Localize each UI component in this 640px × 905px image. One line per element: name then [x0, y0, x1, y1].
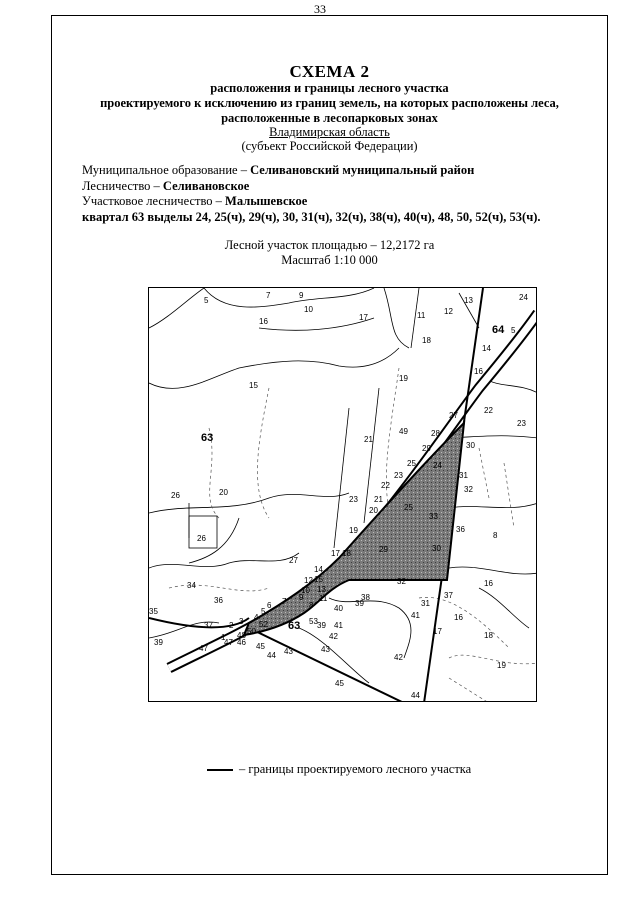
quarter-line: квартал 63 выделы 24, 25(ч), 29(ч), 30, 31(ч), 32(ч), 38(ч), 40(ч), 48, 50, 52(ч), 53(ч). — [82, 209, 541, 224]
svg-text:18: 18 — [422, 336, 431, 345]
svg-text:52: 52 — [259, 620, 268, 629]
svg-text:10: 10 — [304, 305, 313, 314]
svg-text:28: 28 — [431, 429, 440, 438]
legend-text: – границы проектируемого лесного участка — [239, 762, 472, 776]
scheme-subtitle — [51, 81, 608, 126]
forestry-label: Лесничество – — [82, 178, 163, 193]
svg-text:33: 33 — [429, 512, 438, 521]
svg-text:47: 47 — [224, 638, 233, 647]
svg-text:27: 27 — [449, 411, 458, 420]
svg-text:39: 39 — [355, 599, 364, 608]
svg-text:5: 5 — [511, 326, 516, 335]
svg-text:16: 16 — [474, 367, 483, 376]
svg-text:41: 41 — [411, 611, 420, 620]
forestry-line — [82, 179, 541, 195]
svg-text:39: 39 — [317, 621, 326, 630]
svg-text:19: 19 — [497, 661, 506, 670]
region-block — [51, 125, 608, 153]
dashed-boundaries — [169, 368, 537, 702]
svg-text:15: 15 — [249, 381, 258, 390]
svg-text:49: 49 — [399, 427, 408, 436]
svg-text:2: 2 — [229, 621, 234, 630]
svg-text:14: 14 — [482, 344, 491, 353]
svg-text:23: 23 — [349, 495, 358, 504]
svg-text:18: 18 — [484, 631, 493, 640]
district-line — [82, 194, 541, 210]
svg-text:3: 3 — [239, 617, 244, 626]
svg-text:44: 44 — [267, 651, 276, 660]
svg-text:32: 32 — [464, 485, 473, 494]
svg-text:17: 17 — [359, 313, 368, 322]
svg-text:9: 9 — [299, 593, 304, 602]
svg-text:19: 19 — [399, 374, 408, 383]
svg-text:43: 43 — [284, 647, 293, 656]
svg-text:19: 19 — [349, 526, 358, 535]
svg-text:41: 41 — [334, 621, 343, 630]
municipality-value: Селивановский муниципальный район — [250, 163, 475, 177]
svg-text:24: 24 — [433, 461, 442, 470]
svg-text:43: 43 — [321, 645, 330, 654]
svg-text:44: 44 — [411, 691, 420, 700]
svg-text:20: 20 — [369, 506, 378, 515]
svg-text:64: 64 — [492, 324, 505, 336]
svg-text:38: 38 — [361, 593, 370, 602]
region-name: Владимирская область — [269, 125, 390, 139]
svg-text:17: 17 — [331, 549, 340, 558]
svg-text:21: 21 — [374, 495, 383, 504]
svg-text:25: 25 — [407, 459, 416, 468]
district-label: Участковое лесничество – — [82, 194, 226, 208]
page-number: 33 — [314, 2, 326, 16]
subtitle-line: расположенные в лесопарковых зонах — [221, 111, 438, 125]
svg-text:40: 40 — [334, 604, 343, 613]
svg-text:16: 16 — [454, 613, 463, 622]
svg-text:14: 14 — [314, 565, 323, 574]
svg-text:12: 12 — [444, 307, 453, 316]
svg-text:31: 31 — [421, 599, 430, 608]
svg-text:50: 50 — [247, 627, 256, 636]
svg-text:17: 17 — [433, 627, 442, 636]
area-line: Лесной участок площадью – 12,2172 га — [224, 238, 435, 252]
svg-text:1: 1 — [221, 633, 226, 642]
municipality-label: Муниципальное образование – — [82, 163, 251, 177]
scheme-title: СХЕМА 2 — [289, 62, 370, 81]
svg-text:39: 39 — [154, 638, 163, 647]
svg-text:36: 36 — [456, 525, 465, 534]
svg-text:13: 13 — [317, 585, 326, 594]
svg-text:24: 24 — [519, 293, 528, 302]
svg-text:63: 63 — [201, 432, 214, 444]
svg-text:11: 11 — [417, 311, 426, 320]
svg-text:37: 37 — [204, 621, 213, 630]
svg-text:7: 7 — [282, 597, 287, 606]
building-outline — [189, 516, 217, 548]
subtitle-line: проектируемого к исключению из границ земель, на которых расположены леса, — [100, 96, 559, 110]
svg-text:47: 47 — [199, 644, 208, 653]
svg-text:13: 13 — [464, 296, 473, 305]
svg-text:34: 34 — [187, 581, 196, 590]
svg-text:23: 23 — [394, 471, 403, 480]
svg-text:26: 26 — [171, 491, 180, 500]
svg-text:22: 22 — [381, 481, 390, 490]
info-block — [82, 163, 541, 225]
svg-text:32: 32 — [397, 577, 406, 586]
svg-text:23: 23 — [517, 419, 526, 428]
svg-text:15: 15 — [314, 575, 323, 584]
svg-text:4: 4 — [254, 613, 259, 622]
svg-text:29: 29 — [422, 444, 431, 453]
svg-text:27: 27 — [289, 556, 298, 565]
svg-text:6: 6 — [267, 601, 272, 610]
scale-line: Масштаб 1:10 000 — [281, 253, 378, 267]
svg-text:9: 9 — [299, 291, 304, 300]
svg-text:36: 36 — [214, 596, 223, 605]
svg-text:11: 11 — [319, 594, 328, 603]
svg-text:37: 37 — [444, 591, 453, 600]
svg-text:20: 20 — [219, 488, 228, 497]
svg-text:42: 42 — [329, 632, 338, 641]
svg-text:21: 21 — [364, 435, 373, 444]
region-note: (субъект Российской Федерации) — [241, 139, 418, 153]
svg-text:53: 53 — [309, 617, 318, 626]
svg-text:48: 48 — [237, 631, 246, 640]
forestry-value: Селивановское — [162, 178, 250, 193]
svg-text:31: 31 — [459, 471, 468, 480]
svg-text:22: 22 — [484, 406, 493, 415]
svg-text:7: 7 — [266, 291, 271, 300]
map-svg — [149, 288, 537, 702]
svg-text:5: 5 — [204, 296, 209, 305]
svg-text:16: 16 — [484, 579, 493, 588]
svg-text:42: 42 — [394, 653, 403, 662]
forest-map — [148, 287, 537, 702]
svg-text:45: 45 — [335, 679, 344, 688]
svg-text:10: 10 — [301, 586, 310, 595]
area-block — [51, 238, 608, 268]
svg-text:8: 8 — [493, 531, 498, 540]
svg-text:18: 18 — [342, 549, 351, 558]
svg-text:29: 29 — [379, 545, 388, 554]
svg-text:25: 25 — [404, 503, 413, 512]
legend — [207, 762, 471, 777]
svg-text:16: 16 — [259, 317, 268, 326]
svg-text:46: 46 — [237, 638, 246, 647]
municipality-line — [82, 163, 541, 179]
svg-text:8: 8 — [309, 601, 314, 610]
svg-text:12: 12 — [304, 576, 313, 585]
subtitle-line: расположения и границы лесного участка — [210, 81, 449, 95]
legend-line-icon — [207, 769, 233, 771]
svg-text:5: 5 — [261, 607, 266, 616]
district-value: Малышевское — [225, 194, 308, 208]
svg-text:35: 35 — [149, 607, 158, 616]
svg-text:30: 30 — [466, 441, 475, 450]
svg-text:45: 45 — [256, 642, 265, 651]
svg-text:26: 26 — [197, 534, 206, 543]
svg-text:30: 30 — [432, 544, 441, 553]
svg-text:63: 63 — [288, 620, 301, 632]
